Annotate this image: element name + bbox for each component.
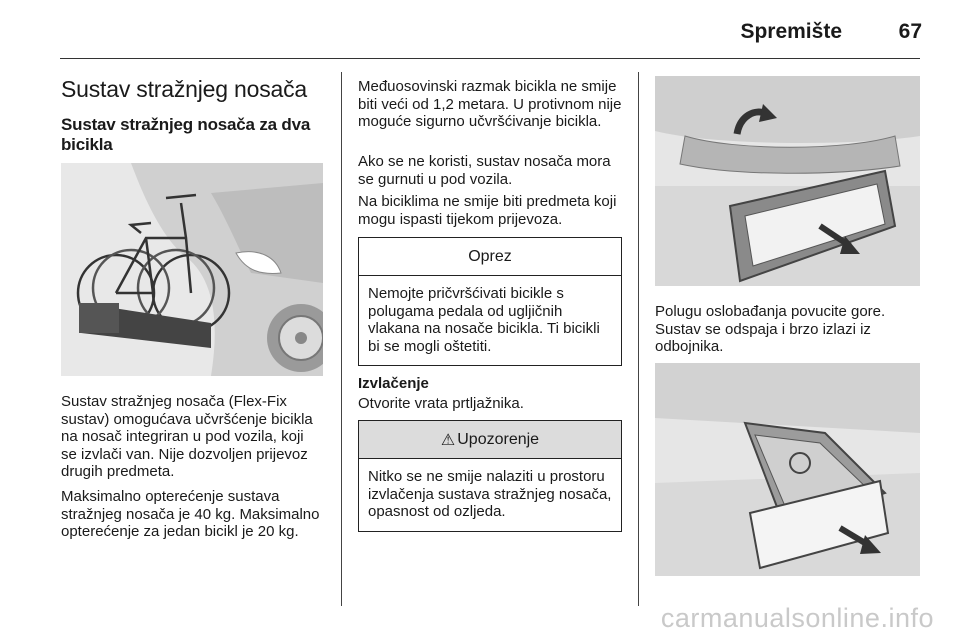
warning-triangle-icon: ⚠	[440, 431, 456, 449]
section-title: Spremište	[740, 20, 842, 43]
warning-title: Upozorenje	[457, 430, 540, 448]
loose-items-paragraph: Na biciklima ne smije biti predmeta koji mogu ispasti tijekom prijevoza.	[358, 193, 617, 228]
page-header	[0, 0, 960, 62]
release-caption: Polugu oslobađanja povucite gore. Sustav se odspaja i brzo izlazi iz odbojnika.	[655, 303, 886, 355]
column-divider-1	[341, 72, 342, 606]
caution-title: Oprez	[359, 238, 621, 276]
carrier-extended-illustration	[655, 363, 920, 576]
watermark: carmanualsonline.info	[660, 603, 934, 633]
load-limit-paragraph: Maksimalno opterećenje sustava stražnjeg nosača je 40 kg. Maksimalno opterećenje za jedan bicikl je 20 kg.	[61, 488, 320, 540]
removal-text: Otvorite vrata prtljažnika.	[358, 395, 524, 412]
page-number: 67	[898, 20, 922, 43]
removal-heading: Izvlačenje	[358, 375, 429, 392]
stow-paragraph: Ako se ne koristi, sustav nosača mora se gurnuti u pod vozila.	[358, 153, 611, 188]
column-divider-2	[638, 72, 639, 606]
warning-box	[358, 420, 622, 532]
caution-text: Nemojte pričvršćivati bicikle s polugama pedala od ugljičnih vlakana na nosače bicikla. Ti bicikli bi se mogli oštetiti.	[368, 285, 600, 355]
header-divider	[60, 58, 920, 59]
wheelbase-paragraph: Međuosovinski razmak bicikla ne smije biti veći od 1,2 metara. U protivnom nije moguće sigurno učvršćivanje bicikla.	[358, 78, 622, 130]
warning-text: Nitko se ne smije nalaziti u prostoru izvlačenja sustava stražnjeg nosača, opasnost od ozljeda.	[368, 468, 612, 520]
section-heading: Sustav stražnjeg nosača	[61, 76, 307, 102]
release-lever-illustration	[655, 76, 920, 286]
warning-header	[359, 421, 621, 459]
intro-paragraph: Sustav stražnjeg nosača (Flex-Fix sustav) omogućava učvršćenje bicikla na nosač integriran u pod vozila, koji se izvlači van. Nije dozvoljen prijevoz drugih predmeta.	[61, 393, 313, 480]
caution-box	[358, 237, 622, 366]
bike-carrier-illustration	[61, 163, 323, 376]
subsection-heading: Sustav stražnjeg nosača za dva bicikla	[61, 115, 311, 154]
